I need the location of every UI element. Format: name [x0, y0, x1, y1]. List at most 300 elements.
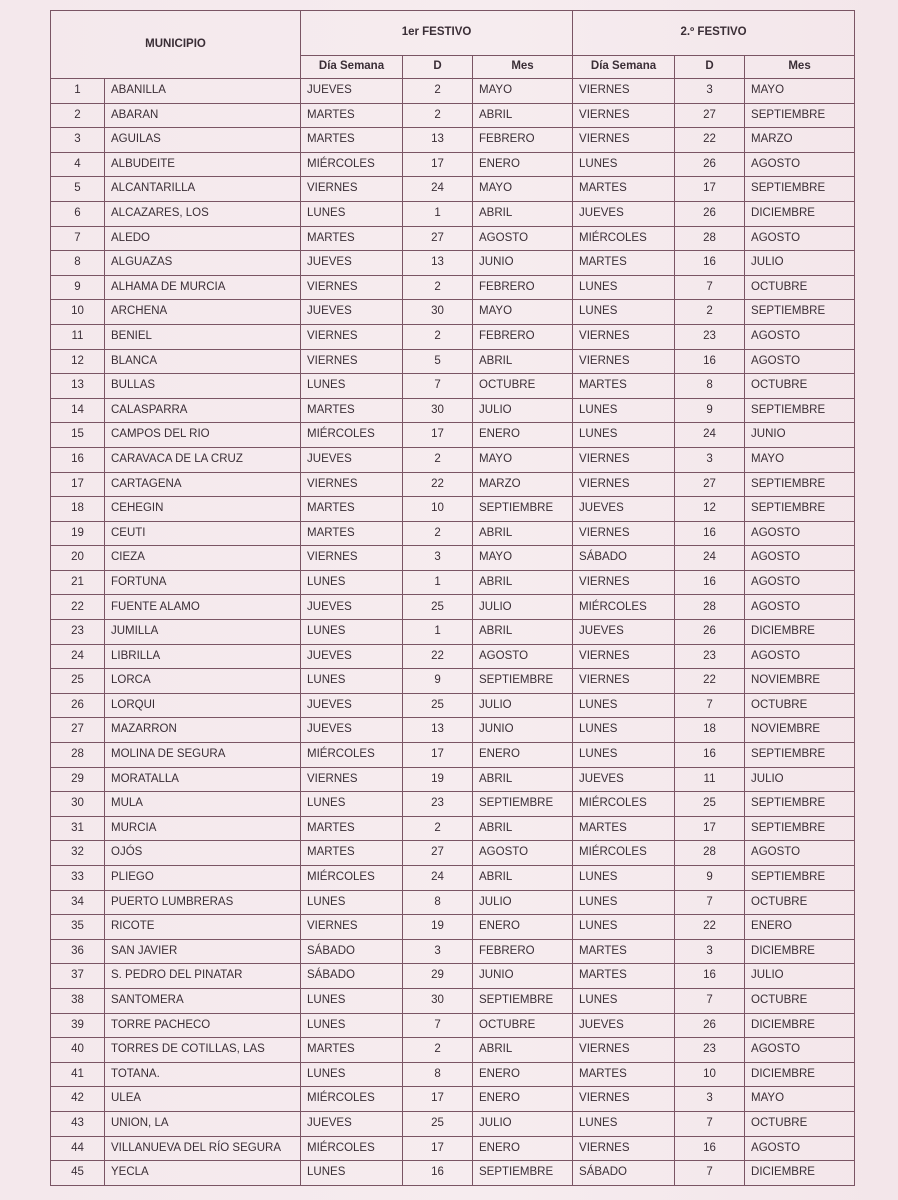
f2-mes-cell: DICIEMBRE [745, 1062, 855, 1087]
municipio-cell: S. PEDRO DEL PINATAR [105, 964, 301, 989]
row-number: 18 [51, 497, 105, 522]
f1-d-cell: 8 [403, 1062, 473, 1087]
table-row [51, 669, 855, 694]
f1-dia-cell: VIERNES [301, 546, 403, 571]
row-number: 43 [51, 1111, 105, 1136]
f2-dia-cell: VIERNES [573, 472, 675, 497]
row-number: 31 [51, 816, 105, 841]
f1-d-cell: 23 [403, 792, 473, 817]
f1-dia-cell: MARTES [301, 497, 403, 522]
f1-d-cell: 25 [403, 1111, 473, 1136]
f1-d-cell: 13 [403, 251, 473, 276]
holiday-table [50, 10, 855, 1186]
f2-mes-cell: MARZO [745, 128, 855, 153]
f2-mes-header: Mes [745, 56, 855, 79]
f1-mes-cell: ENERO [473, 1062, 573, 1087]
f2-mes-cell: MAYO [745, 79, 855, 104]
municipio-cell: ALGUAZAS [105, 251, 301, 276]
f2-mes-cell: AGOSTO [745, 570, 855, 595]
table-row [51, 177, 855, 202]
f2-dia-cell: JUEVES [573, 767, 675, 792]
f2-d-cell: 23 [675, 644, 745, 669]
f2-d-cell: 18 [675, 718, 745, 743]
table-row [51, 816, 855, 841]
f1-mes-cell: JUNIO [473, 964, 573, 989]
f2-mes-cell: DICIEMBRE [745, 1013, 855, 1038]
f2-d-cell: 9 [675, 398, 745, 423]
f2-dia-cell: MARTES [573, 251, 675, 276]
table-row [51, 1013, 855, 1038]
municipio-cell: ABARAN [105, 103, 301, 128]
f2-mes-cell: NOVIEMBRE [745, 669, 855, 694]
municipio-cell: BULLAS [105, 374, 301, 399]
f1-d-cell: 17 [403, 1087, 473, 1112]
table-row [51, 251, 855, 276]
f1-mes-cell: ABRIL [473, 570, 573, 595]
f1-d-cell: 27 [403, 226, 473, 251]
f2-dia-cell: LUNES [573, 1111, 675, 1136]
f2-dia-cell: LUNES [573, 275, 675, 300]
municipio-cell: JUMILLA [105, 620, 301, 645]
f1-dia-cell: MIÉRCOLES [301, 743, 403, 768]
f2-mes-cell: DICIEMBRE [745, 939, 855, 964]
table-row [51, 226, 855, 251]
table-row [51, 472, 855, 497]
table-row [51, 201, 855, 226]
municipio-cell: BLANCA [105, 349, 301, 374]
f2-dia-cell: SÁBADO [573, 1161, 675, 1186]
f2-dia-cell: LUNES [573, 743, 675, 768]
f1-dia-cell: LUNES [301, 374, 403, 399]
f1-mes-cell: JULIO [473, 890, 573, 915]
f1-dia-cell: JUEVES [301, 718, 403, 743]
table-row [51, 423, 855, 448]
table-row [51, 743, 855, 768]
row-number: 16 [51, 447, 105, 472]
f2-dia-cell: LUNES [573, 423, 675, 448]
f2-mes-cell: OCTUBRE [745, 275, 855, 300]
municipio-cell: ARCHENA [105, 300, 301, 325]
table-body [51, 79, 855, 1186]
f2-mes-cell: JULIO [745, 251, 855, 276]
f2-d-cell: 26 [675, 1013, 745, 1038]
f1-dia-cell: LUNES [301, 201, 403, 226]
f2-dia-header: Día Semana [573, 56, 675, 79]
municipio-cell: ALCAZARES, LOS [105, 201, 301, 226]
f1-mes-cell: ABRIL [473, 866, 573, 891]
f2-d-cell: 17 [675, 816, 745, 841]
f2-d-cell: 11 [675, 767, 745, 792]
f2-dia-cell: VIERNES [573, 447, 675, 472]
f2-mes-cell: AGOSTO [745, 546, 855, 571]
f1-mes-cell: SEPTIEMBRE [473, 497, 573, 522]
f2-d-cell: 16 [675, 251, 745, 276]
f2-mes-cell: MAYO [745, 1087, 855, 1112]
f2-mes-cell: SEPTIEMBRE [745, 497, 855, 522]
f1-dia-cell: JUEVES [301, 447, 403, 472]
f1-mes-cell: ENERO [473, 915, 573, 940]
f1-d-cell: 27 [403, 841, 473, 866]
row-number: 25 [51, 669, 105, 694]
f2-mes-cell: SEPTIEMBRE [745, 177, 855, 202]
row-number: 14 [51, 398, 105, 423]
row-number: 26 [51, 693, 105, 718]
f2-d-cell: 16 [675, 570, 745, 595]
f1-dia-cell: MIÉRCOLES [301, 1136, 403, 1161]
row-number: 20 [51, 546, 105, 571]
table-row [51, 988, 855, 1013]
municipio-cell: MULA [105, 792, 301, 817]
f2-d-cell: 28 [675, 595, 745, 620]
f1-d-cell: 3 [403, 546, 473, 571]
table-row [51, 1038, 855, 1063]
f1-d-cell: 30 [403, 300, 473, 325]
municipio-cell: LIBRILLA [105, 644, 301, 669]
f1-dia-cell: MARTES [301, 103, 403, 128]
municipio-cell: YECLA [105, 1161, 301, 1186]
f1-dia-cell: MIÉRCOLES [301, 423, 403, 448]
table-row [51, 939, 855, 964]
f1-mes-cell: AGOSTO [473, 841, 573, 866]
table-row [51, 890, 855, 915]
f2-dia-cell: LUNES [573, 890, 675, 915]
table-row [51, 447, 855, 472]
municipio-cell: SAN JAVIER [105, 939, 301, 964]
f2-dia-cell: LUNES [573, 866, 675, 891]
table-row [51, 964, 855, 989]
f2-mes-cell: SEPTIEMBRE [745, 866, 855, 891]
municipio-cell: CALASPARRA [105, 398, 301, 423]
f1-dia-cell: LUNES [301, 1161, 403, 1186]
table-row [51, 546, 855, 571]
f1-dia-cell: MIÉRCOLES [301, 866, 403, 891]
f2-d-cell: 3 [675, 1087, 745, 1112]
table-row [51, 1111, 855, 1136]
row-number: 39 [51, 1013, 105, 1038]
row-number: 21 [51, 570, 105, 595]
f2-dia-cell: VIERNES [573, 521, 675, 546]
f2-dia-cell: LUNES [573, 152, 675, 177]
row-number: 1 [51, 79, 105, 104]
f2-dia-cell: JUEVES [573, 201, 675, 226]
f1-d-cell: 2 [403, 324, 473, 349]
table-row [51, 767, 855, 792]
row-number: 3 [51, 128, 105, 153]
row-number: 6 [51, 201, 105, 226]
row-number: 5 [51, 177, 105, 202]
f2-d-cell: 24 [675, 546, 745, 571]
municipio-cell: PLIEGO [105, 866, 301, 891]
f1-dia-cell: LUNES [301, 1013, 403, 1038]
f2-d-cell: 3 [675, 447, 745, 472]
f2-dia-cell: MIÉRCOLES [573, 841, 675, 866]
municipio-cell: LORQUI [105, 693, 301, 718]
f1-d-cell: 17 [403, 423, 473, 448]
f1-mes-cell: AGOSTO [473, 226, 573, 251]
row-number: 27 [51, 718, 105, 743]
f2-mes-cell: JUNIO [745, 423, 855, 448]
f1-d-cell: 2 [403, 816, 473, 841]
f1-mes-cell: OCTUBRE [473, 374, 573, 399]
f1-mes-cell: AGOSTO [473, 644, 573, 669]
f1-mes-cell: FEBRERO [473, 939, 573, 964]
f2-d-cell: 22 [675, 915, 745, 940]
f1-d-cell: 30 [403, 988, 473, 1013]
row-number: 13 [51, 374, 105, 399]
row-number: 7 [51, 226, 105, 251]
f1-dia-cell: LUNES [301, 669, 403, 694]
table-row [51, 1087, 855, 1112]
municipio-cell: CEHEGIN [105, 497, 301, 522]
row-number: 2 [51, 103, 105, 128]
f1-mes-cell: ENERO [473, 743, 573, 768]
f1-dia-cell: VIERNES [301, 275, 403, 300]
f2-dia-cell: MIÉRCOLES [573, 792, 675, 817]
row-number: 22 [51, 595, 105, 620]
municipio-cell: UNION, LA [105, 1111, 301, 1136]
f1-d-cell: 2 [403, 103, 473, 128]
f2-mes-cell: OCTUBRE [745, 988, 855, 1013]
f1-d-cell: 17 [403, 743, 473, 768]
row-number: 4 [51, 152, 105, 177]
f1-mes-cell: MAYO [473, 177, 573, 202]
f2-d-cell: 24 [675, 423, 745, 448]
table-row [51, 79, 855, 104]
f1-dia-cell: MARTES [301, 816, 403, 841]
f1-mes-cell: SEPTIEMBRE [473, 988, 573, 1013]
f1-mes-cell: JUNIO [473, 251, 573, 276]
municipio-cell: MAZARRON [105, 718, 301, 743]
f2-d-cell: 9 [675, 866, 745, 891]
row-number: 35 [51, 915, 105, 940]
f1-dia-header: Día Semana [301, 56, 403, 79]
f2-dia-cell: LUNES [573, 718, 675, 743]
f1-dia-cell: MARTES [301, 398, 403, 423]
f1-d-cell: 19 [403, 915, 473, 940]
f1-dia-cell: MIÉRCOLES [301, 152, 403, 177]
f1-dia-cell: JUEVES [301, 300, 403, 325]
municipio-cell: CARTAGENA [105, 472, 301, 497]
f1-dia-cell: JUEVES [301, 79, 403, 104]
f2-d-cell: 7 [675, 890, 745, 915]
f1-mes-cell: MAYO [473, 300, 573, 325]
f2-dia-cell: VIERNES [573, 1038, 675, 1063]
f2-d-cell: 22 [675, 669, 745, 694]
f2-mes-cell: AGOSTO [745, 349, 855, 374]
table-row [51, 841, 855, 866]
f2-d-cell: 26 [675, 152, 745, 177]
row-number: 12 [51, 349, 105, 374]
f2-dia-cell: MARTES [573, 816, 675, 841]
f1-mes-cell: ENERO [473, 1136, 573, 1161]
f2-d-cell: 22 [675, 128, 745, 153]
municipio-cell: MORATALLA [105, 767, 301, 792]
f2-dia-cell: LUNES [573, 693, 675, 718]
f2-d-cell: 27 [675, 103, 745, 128]
f1-mes-cell: ABRIL [473, 816, 573, 841]
f1-dia-cell: JUEVES [301, 251, 403, 276]
f2-mes-cell: AGOSTO [745, 521, 855, 546]
f2-mes-cell: AGOSTO [745, 644, 855, 669]
f1-d-cell: 17 [403, 1136, 473, 1161]
municipio-cell: OJÓS [105, 841, 301, 866]
municipio-cell: ALHAMA DE MURCIA [105, 275, 301, 300]
f1-dia-cell: JUEVES [301, 595, 403, 620]
f1-mes-cell: JULIO [473, 1111, 573, 1136]
f2-dia-cell: MIÉRCOLES [573, 226, 675, 251]
row-number: 44 [51, 1136, 105, 1161]
f1-mes-cell: ABRIL [473, 521, 573, 546]
row-number: 10 [51, 300, 105, 325]
municipio-cell: ULEA [105, 1087, 301, 1112]
f2-mes-cell: AGOSTO [745, 152, 855, 177]
f1-mes-cell: SEPTIEMBRE [473, 1161, 573, 1186]
table-row [51, 128, 855, 153]
f1-d-cell: 1 [403, 620, 473, 645]
f2-mes-cell: SEPTIEMBRE [745, 792, 855, 817]
festivo1-header: 1er FESTIVO [301, 11, 573, 56]
f1-d-cell: 5 [403, 349, 473, 374]
f2-dia-cell: MARTES [573, 177, 675, 202]
f1-mes-cell: MAYO [473, 546, 573, 571]
row-number: 23 [51, 620, 105, 645]
f1-d-cell: 10 [403, 497, 473, 522]
table-row [51, 620, 855, 645]
f2-d-cell: 27 [675, 472, 745, 497]
f1-d-cell: 22 [403, 644, 473, 669]
table-row [51, 1136, 855, 1161]
f2-mes-cell: MAYO [745, 447, 855, 472]
row-number: 28 [51, 743, 105, 768]
f2-dia-cell: LUNES [573, 300, 675, 325]
row-number: 32 [51, 841, 105, 866]
municipio-cell: CAMPOS DEL RIO [105, 423, 301, 448]
table-row [51, 275, 855, 300]
f1-dia-cell: LUNES [301, 570, 403, 595]
f2-dia-cell: JUEVES [573, 1013, 675, 1038]
f2-d-cell: 7 [675, 988, 745, 1013]
f1-dia-cell: VIERNES [301, 767, 403, 792]
f1-d-cell: 13 [403, 128, 473, 153]
f1-d-header: D [403, 56, 473, 79]
f2-mes-cell: AGOSTO [745, 1136, 855, 1161]
f1-d-cell: 2 [403, 1038, 473, 1063]
festivo2-header: 2.º FESTIVO [573, 11, 855, 56]
f1-mes-cell: JULIO [473, 398, 573, 423]
municipio-cell: CIEZA [105, 546, 301, 571]
f2-d-cell: 25 [675, 792, 745, 817]
f2-mes-cell: AGOSTO [745, 595, 855, 620]
municipio-cell: PUERTO LUMBRERAS [105, 890, 301, 915]
f1-d-cell: 7 [403, 1013, 473, 1038]
municipio-cell: ALBUDEITE [105, 152, 301, 177]
municipio-cell: CEUTI [105, 521, 301, 546]
table-row [51, 570, 855, 595]
f1-dia-cell: MIÉRCOLES [301, 1087, 403, 1112]
f1-dia-cell: LUNES [301, 620, 403, 645]
table-row [51, 915, 855, 940]
table-row [51, 324, 855, 349]
f1-dia-cell: LUNES [301, 1062, 403, 1087]
row-number: 24 [51, 644, 105, 669]
f2-d-cell: 23 [675, 324, 745, 349]
f2-mes-cell: OCTUBRE [745, 374, 855, 399]
f1-dia-cell: LUNES [301, 792, 403, 817]
f1-d-cell: 25 [403, 693, 473, 718]
f2-dia-cell: VIERNES [573, 128, 675, 153]
f2-d-cell: 8 [675, 374, 745, 399]
row-number: 33 [51, 866, 105, 891]
f1-mes-cell: SEPTIEMBRE [473, 792, 573, 817]
f2-mes-cell: OCTUBRE [745, 1111, 855, 1136]
f1-d-cell: 2 [403, 275, 473, 300]
f2-mes-cell: AGOSTO [745, 1038, 855, 1063]
f2-mes-cell: AGOSTO [745, 226, 855, 251]
f1-mes-cell: JULIO [473, 595, 573, 620]
f1-dia-cell: VIERNES [301, 177, 403, 202]
row-number: 38 [51, 988, 105, 1013]
f1-mes-cell: JUNIO [473, 718, 573, 743]
f1-mes-cell: OCTUBRE [473, 1013, 573, 1038]
f2-d-cell: 7 [675, 693, 745, 718]
holiday-table-sheet [50, 10, 854, 1186]
f2-d-cell: 3 [675, 79, 745, 104]
f2-d-cell: 16 [675, 521, 745, 546]
row-number: 30 [51, 792, 105, 817]
municipio-cell: SANTOMERA [105, 988, 301, 1013]
f2-dia-cell: VIERNES [573, 1136, 675, 1161]
f2-dia-cell: VIERNES [573, 644, 675, 669]
f2-d-cell: 10 [675, 1062, 745, 1087]
f1-d-cell: 24 [403, 866, 473, 891]
f1-d-cell: 22 [403, 472, 473, 497]
municipio-cell: ALCANTARILLA [105, 177, 301, 202]
table-row [51, 693, 855, 718]
f2-mes-cell: DICIEMBRE [745, 1161, 855, 1186]
municipio-cell: VILLANUEVA DEL RÍO SEGURA [105, 1136, 301, 1161]
table-row [51, 1062, 855, 1087]
municipio-cell: MURCIA [105, 816, 301, 841]
f1-mes-cell: ABRIL [473, 201, 573, 226]
f2-d-cell: 26 [675, 201, 745, 226]
f1-mes-cell: SEPTIEMBRE [473, 669, 573, 694]
f2-mes-cell: JULIO [745, 767, 855, 792]
f2-mes-cell: DICIEMBRE [745, 201, 855, 226]
table-row [51, 103, 855, 128]
f2-d-cell: 12 [675, 497, 745, 522]
f1-mes-cell: ABRIL [473, 767, 573, 792]
f2-dia-cell: JUEVES [573, 497, 675, 522]
f1-mes-cell: FEBRERO [473, 128, 573, 153]
f2-dia-cell: JUEVES [573, 620, 675, 645]
f2-mes-cell: AGOSTO [745, 841, 855, 866]
f1-dia-cell: VIERNES [301, 472, 403, 497]
table-header-row [51, 11, 855, 56]
municipio-cell: ABANILLA [105, 79, 301, 104]
municipio-cell: BENIEL [105, 324, 301, 349]
f1-d-cell: 30 [403, 398, 473, 423]
f2-d-cell: 23 [675, 1038, 745, 1063]
f2-d-cell: 17 [675, 177, 745, 202]
f1-d-cell: 2 [403, 521, 473, 546]
row-number: 8 [51, 251, 105, 276]
table-row [51, 497, 855, 522]
f2-mes-cell: JULIO [745, 964, 855, 989]
f1-mes-cell: FEBRERO [473, 324, 573, 349]
table-row [51, 718, 855, 743]
f1-mes-cell: MAYO [473, 79, 573, 104]
f1-d-cell: 13 [403, 718, 473, 743]
